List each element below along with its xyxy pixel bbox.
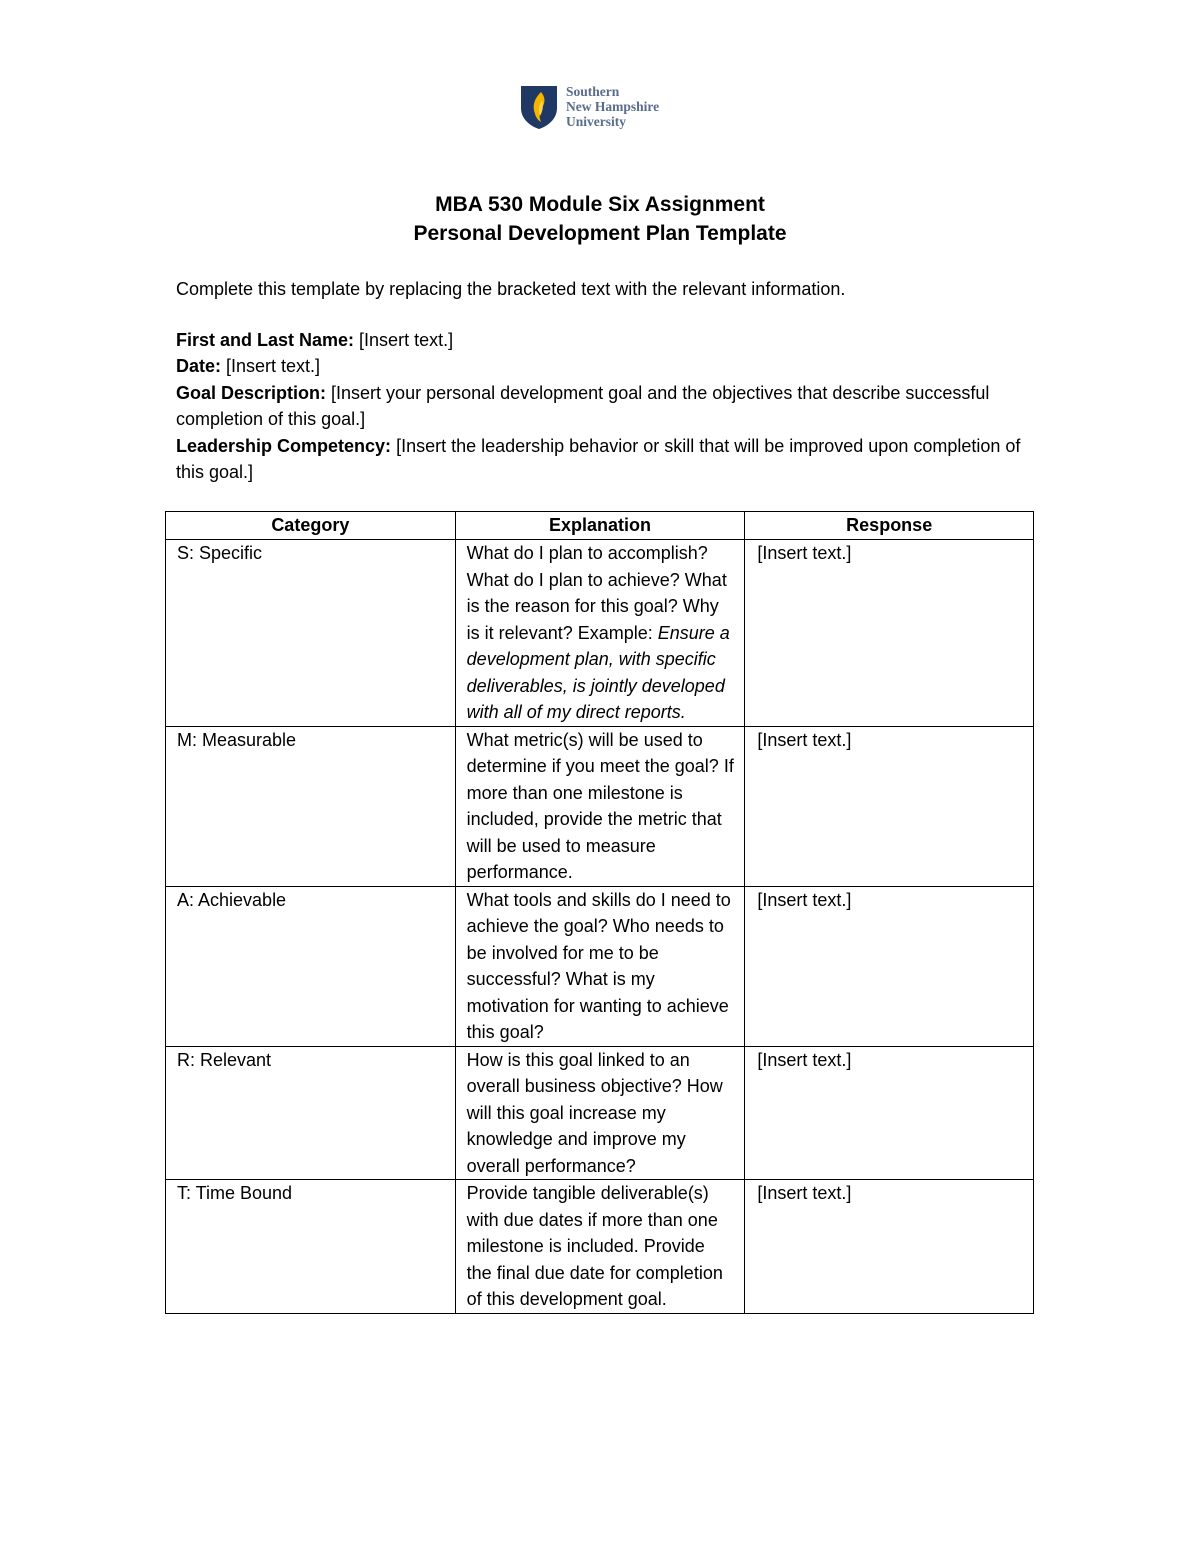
category-cell: M: Measurable <box>166 726 456 886</box>
response-cell[interactable]: [Insert text.] <box>745 886 1034 1046</box>
logo-line-3: University <box>566 114 626 129</box>
goal-description-field <box>176 380 1036 433</box>
response-cell[interactable]: [Insert text.] <box>745 726 1034 886</box>
table-row-time-bound <box>166 1180 1034 1314</box>
explanation-cell: What tools and skills do I need to achieve the goal? Who needs to be involved for me to be successful? What is my motivation for wanting to achieve this goal? <box>455 886 745 1046</box>
response-cell[interactable]: [Insert text.] <box>745 1180 1034 1314</box>
name-value[interactable]: [Insert text.] <box>354 329 454 350</box>
table-row-relevant <box>166 1046 1034 1180</box>
logo-line-1: Southern <box>566 84 620 99</box>
category-cell: A: Achievable <box>166 886 456 1046</box>
explanation-cell: How is this goal linked to an overall business objective? How will this goal increase my knowledge and improve my overall performance? <box>455 1046 745 1180</box>
date-value[interactable]: [Insert text.] <box>221 356 321 376</box>
logo-line-2: New Hampshire <box>566 99 660 114</box>
date-label: Date: <box>176 356 222 376</box>
example-text: Ensure a development plan, with specific deliverables, is jointly developed with all of my direct reports. <box>466 622 730 722</box>
title-line-1: MBA 530 Module Six Assignment <box>435 193 765 216</box>
goal-description-label: Goal Description: <box>176 382 327 403</box>
table-header-row <box>166 512 1034 540</box>
category-cell: R: Relevant <box>166 1046 456 1180</box>
university-logo <box>520 84 690 134</box>
header-explanation: Explanation <box>455 512 745 540</box>
title-line-2: Personal Development Plan Template <box>413 222 787 245</box>
date-field <box>176 353 1036 380</box>
document-title <box>0 190 1200 248</box>
goal-description-value[interactable]: [Insert your personal development goal and the objectives that describe successful completion of this goal.] <box>176 382 990 429</box>
leadership-competency-label: Leadership Competency: <box>176 435 392 456</box>
response-cell[interactable]: [Insert text.] <box>745 1046 1034 1180</box>
table-row-measurable <box>166 726 1034 886</box>
leadership-competency-value[interactable]: [Insert the leadership behavior or skill that will be improved upon completion of this goal.] <box>176 435 1021 482</box>
name-label: First and Last Name: <box>176 329 355 350</box>
smart-goal-table <box>165 511 1034 1314</box>
explanation-text: What do I plan to accomplish? What do I plan to achieve? What is the reason for this goal? Why is it relevant? Example: <box>466 543 727 643</box>
explanation-cell <box>455 540 745 727</box>
shield-flame-icon <box>520 84 558 130</box>
response-cell[interactable]: [Insert text.] <box>745 540 1034 727</box>
instructions-text: Complete this template by replacing the bracketed text with the relevant information. <box>176 279 846 299</box>
category-cell: T: Time Bound <box>166 1180 456 1314</box>
logo-wordmark <box>566 84 659 129</box>
explanation-cell: Provide tangible deliverable(s) with due dates if more than one milestone is included. Provide the final due date for completion of this development goal. <box>455 1180 745 1314</box>
header-response: Response <box>745 512 1034 540</box>
table-row-specific <box>166 540 1034 727</box>
category-cell: S: Specific <box>166 540 456 727</box>
explanation-cell: What metric(s) will be used to determine if you meet the goal? If more than one milestone is included, provide the metric that will be used to measure performance. <box>455 726 745 886</box>
document-body <box>176 276 1036 486</box>
table-row-achievable <box>166 886 1034 1046</box>
header-category: Category <box>166 512 456 540</box>
leadership-competency-field <box>176 433 1036 486</box>
name-field <box>176 327 1036 354</box>
